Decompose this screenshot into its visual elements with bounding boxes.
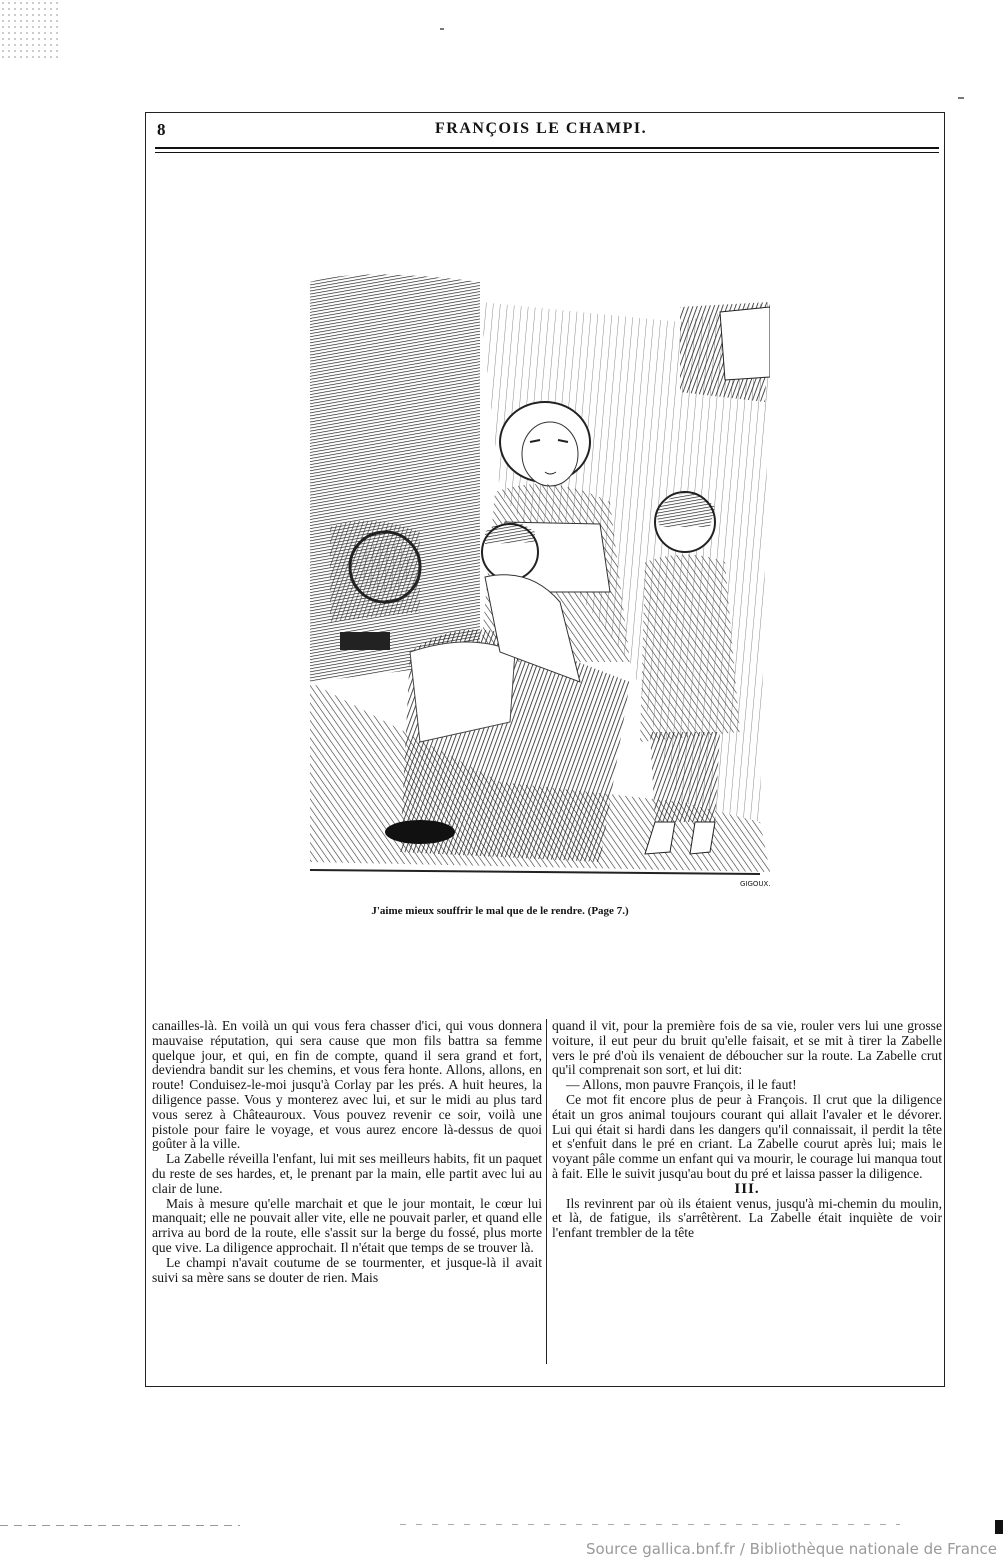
paragraph: Mais à mesure qu'elle marchait et que le jour montait, le cœur lui manquait; elle ne pouvait aller vite, elle ne pouvait parler, et quand elle arriva au bord de la route, elle s'assit sur la berge du fossé, plus morte que vive. La diligence approchait. Il n'était que temps de se trouver là. xyxy=(152,1195,542,1255)
scan-speck xyxy=(995,1520,1003,1534)
engraving-illustration xyxy=(300,262,770,892)
header-rule-thin xyxy=(155,152,939,153)
illustration-caption: J'aime mieux souffrir le mal que de le rendre. (Page 7.) xyxy=(371,905,629,917)
paragraph: Ils revinrent par où ils étaient venus, jusqu'à mi-chemin du moulin, et là, de fatigue, ils s'arrêtèrent. La Zabelle était inquiète de voir l'enfant trembler de la tête xyxy=(552,1195,942,1241)
right-column xyxy=(552,1019,942,1241)
paragraph: canailles-là. En voilà un qui vous fera chasser d'ici, qui vous donnera mauvaise réputation, qui sera cause que mon fils battra sa femme quelque jour, et qui, en fin de compte, quand il sera grand et fort, deviendra bandit sur les chemins, et vous fera honte. Allons, allons, en route! Conduisez-le-moi jusqu'à Corlay par les prés. A huit heures, la diligence passe. Vous y monterez avec lui, et sur le midi au plus tard vous serez à Châteauroux. Vous pouvez revenir ce soir, voilà une pistole pour faire le voyage, et vous aurez encore là-dessus de quoi goûter à la ville. xyxy=(152,1018,542,1152)
source-credit: Source gallica.bnf.fr / Bibliothèque nationale de France xyxy=(585,1540,997,1558)
artist-signature: GIGOUX. xyxy=(740,880,771,888)
frame-rule-right xyxy=(944,112,945,1387)
running-head: FRANÇOIS LE CHAMPI. xyxy=(435,120,648,137)
paragraph: La Zabelle réveilla l'enfant, lui mit ses meilleurs habits, fit un paquet du reste de ses hardes, et, le prenant par la main, elle partit avec lui au clair de lune. xyxy=(152,1151,542,1196)
column-divider xyxy=(546,1019,547,1364)
left-column xyxy=(152,1019,542,1285)
scan-speck xyxy=(958,97,964,99)
paragraph: Le champi n'avait coutume de se tourmenter, et jusque-là il avait suivi sa mère sans se douter de rien. Mais xyxy=(152,1254,542,1285)
frame-rule-top xyxy=(145,112,945,113)
paragraph: — Allons, mon pauvre François, il le faut! xyxy=(566,1077,797,1093)
scan-speck xyxy=(400,1524,900,1525)
frame-rule-left xyxy=(145,112,146,1387)
frame-rule-bottom xyxy=(145,1386,945,1387)
header-rule xyxy=(155,147,939,149)
scan-speck xyxy=(0,1525,240,1526)
page-number: 8 xyxy=(157,120,166,139)
paragraph: quand il vit, pour la première fois de sa vie, rouler vers lui une grosse voiture, il eut peur du bruit qu'elle faisait, et se mit à tirer la Zabelle vers le pré d'où ils venaient de déboucher sur la route. La Zabelle crut qu'il comprenait son sort, et lui dit: xyxy=(552,1018,942,1078)
paragraph: Ce mot fit encore plus de peur à François. Il crut que la diligence était un gros animal toujours courant qui allait l'avaler et le dévorer. Lui qui était si hardi dans les dangers qu'il connaissait, il perdit la tête et s'enfuit dans le pré en criant. La Zabelle courut après lui; mais le voyant pâle comme un enfant qui va mourir, le courage lui manqua tout à fait. Elle le suivit jusqu'au bout du pré et laissa passer la diligence. xyxy=(552,1091,942,1181)
scan-speck xyxy=(440,28,444,30)
scan-speck xyxy=(0,0,60,60)
chapter-heading: III. xyxy=(734,1180,760,1197)
